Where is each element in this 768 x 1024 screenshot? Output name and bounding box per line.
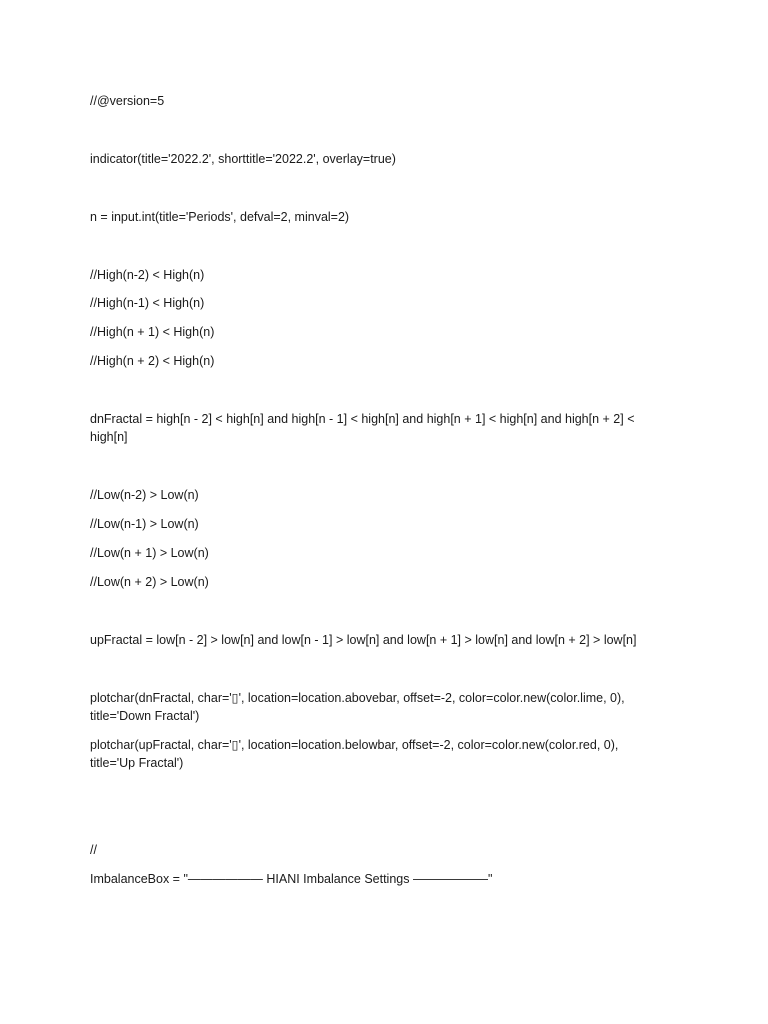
- code-line-input: n = input.int(title='Periods', defval=2, minval=2): [90, 210, 350, 224]
- code-line-dnfractal: dnFractal = high[n - 2] < high[n] and high[n - 1] < high[n] and high[n + 1] < high[n] and high[n + 2] < high[n]: [90, 412, 635, 444]
- code-comment-high-4: //High(n + 2) < High(n): [90, 354, 215, 368]
- code-line-indicator: indicator(title='2022.2', shorttitle='2022.2', overlay=true): [90, 152, 396, 166]
- code-line-plotchar-down: plotchar(dnFractal, char='▯', location=location.abovebar, offset=-2, color=color.new(color.lime, 0), title='Down Fractal'): [90, 691, 625, 723]
- code-line-upfractal: upFractal = low[n - 2] > low[n] and low[n - 1] > low[n] and low[n + 1] > low[n] and low[n + 2] > low[n]: [90, 633, 637, 647]
- code-comment-high-3: //High(n + 1) < High(n): [90, 325, 215, 339]
- code-comment-low-1: //Low(n-2) > Low(n): [90, 488, 199, 502]
- code-comment-high-2: //High(n-1) < High(n): [90, 296, 205, 310]
- code-comment-high-1: //High(n-2) < High(n): [90, 268, 205, 282]
- code-comment-low-4: //Low(n + 2) > Low(n): [90, 575, 209, 589]
- code-line-version: //@version=5: [90, 94, 165, 108]
- code-line-plotchar-up: plotchar(upFractal, char='▯', location=location.belowbar, offset=-2, color=color.new(color.red, 0), title='Up Fractal'): [90, 738, 619, 770]
- code-line-imbalancebox: ImbalanceBox = "—————— HIANI Imbalance Settings ——————": [90, 872, 493, 886]
- code-comment-low-3: //Low(n + 1) > Low(n): [90, 546, 209, 560]
- code-comment-empty: //: [90, 843, 97, 857]
- code-comment-low-2: //Low(n-1) > Low(n): [90, 517, 199, 531]
